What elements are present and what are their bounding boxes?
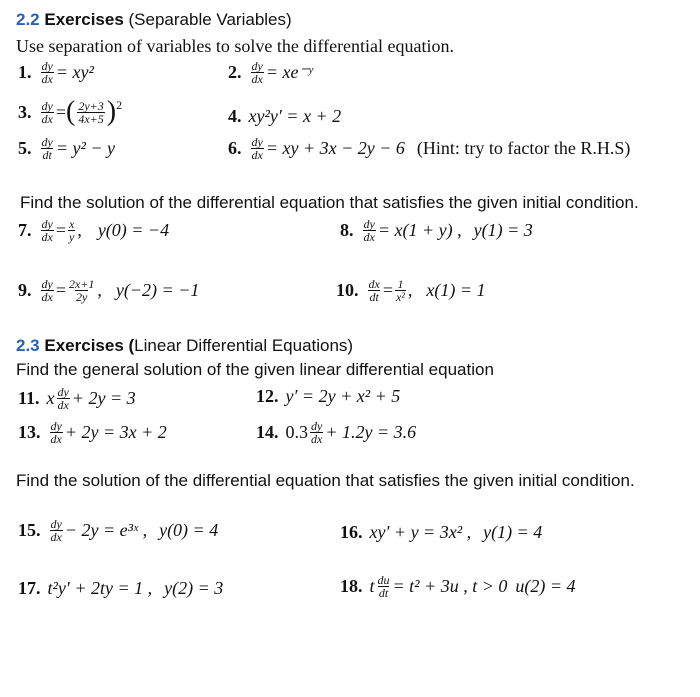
coefficient: 0.3 xyxy=(285,422,308,442)
section-title-paren: ( xyxy=(123,336,135,355)
problem-4 xyxy=(228,106,341,127)
linear-instruction: Find the general solution of the given linear differential equation xyxy=(16,360,494,379)
derivative-fraction xyxy=(41,100,54,125)
problem-number: 17. xyxy=(18,578,41,598)
separable-instruction: Use separation of variables to solve the differential equation. xyxy=(16,36,455,56)
section-number: 2.2 xyxy=(16,10,40,29)
fraction-denominator: 4x+5 xyxy=(78,111,104,126)
fraction-denominator: dx xyxy=(41,72,53,86)
problem-1 xyxy=(18,60,94,85)
equation-rhs: + 1.2y = 3.6 xyxy=(325,422,417,442)
fraction-denominator: dx xyxy=(41,230,53,244)
problem-9: 9. $\frac{dy}{dx}$ = $\frac{2x+1}{2y}$ , y(−2) = −1 xyxy=(18,277,200,304)
derivative-fraction xyxy=(377,574,391,599)
section-title-bold: Exercises xyxy=(44,336,124,355)
problem-13 xyxy=(18,420,167,445)
equation-rhs: = xe⁻ʸ xyxy=(265,62,313,82)
problem-14 xyxy=(256,420,416,445)
problem-16 xyxy=(340,522,542,543)
problem-number: 16. xyxy=(340,522,363,542)
problem-number: 9. xyxy=(18,280,32,300)
fraction-denominator: y xyxy=(68,230,75,244)
problem-11 xyxy=(18,386,136,411)
fraction-numerator: dy xyxy=(41,98,53,113)
section-2-3-heading xyxy=(16,336,353,356)
derivative-fraction xyxy=(41,136,54,161)
fraction-denominator: dx xyxy=(41,111,53,126)
problem-number: 14. xyxy=(256,422,279,442)
problem-10: 10. $\frac{dx}{dt}$ = $\frac{1}{\text{x²}}$ , x(1) = 1 xyxy=(336,277,486,304)
derivative-fraction xyxy=(363,218,376,243)
fraction-denominator: x² xyxy=(395,290,405,304)
initial-condition: y(1) = 3 xyxy=(473,220,533,240)
ivp-instruction-2-3: Find the solution of the differential equation that satisfies the given initial condition. xyxy=(16,471,635,490)
section-number: 2.3 xyxy=(16,336,40,355)
problem-number: 15. xyxy=(18,520,41,540)
fraction-numerator: du xyxy=(377,573,390,587)
fraction-denominator: dx xyxy=(57,398,69,412)
fraction-numerator: dy xyxy=(311,419,323,433)
problem-5 xyxy=(18,136,115,161)
problem-number: 5. xyxy=(18,138,32,158)
problem-6 xyxy=(228,136,630,161)
fraction-numerator: 2y+3 xyxy=(78,98,104,113)
hint-text: (Hint: try to factor the R.H.S) xyxy=(416,138,631,158)
equation: xy′ + y = 3x² , xyxy=(369,522,472,542)
exponent: 2 xyxy=(116,98,123,112)
derivative-fraction xyxy=(57,386,70,411)
derivative-fraction xyxy=(41,218,54,243)
fraction-denominator: dx xyxy=(50,530,62,544)
derivative-fraction xyxy=(368,278,381,303)
problem-number: 13. xyxy=(18,422,41,442)
fraction-numerator: dy xyxy=(57,385,69,399)
problem-7: 7. $\frac{dy}{dx}$ = $\frac{x}{y}$ , y(0) = −4 xyxy=(18,217,170,244)
fraction-numerator: dy xyxy=(251,135,263,149)
section-title-bold: Exercises xyxy=(44,10,124,29)
problem-8 xyxy=(340,218,533,243)
fraction-numerator: dy xyxy=(41,217,53,231)
initial-condition: y(2) = 3 xyxy=(164,578,224,598)
problem-number: 8. xyxy=(340,220,354,240)
fraction-denominator: dt xyxy=(42,148,52,162)
initial-condition: y(0) = 4 xyxy=(159,520,219,540)
fraction-numerator: dy xyxy=(50,517,62,531)
initial-condition: y(−2) = −1 xyxy=(115,280,200,300)
right-paren: ) xyxy=(106,96,117,127)
separator: , xyxy=(77,220,82,240)
fraction-denominator: dt xyxy=(378,586,389,600)
section-2-2-heading xyxy=(16,10,292,30)
fraction-numerator: x xyxy=(68,217,75,231)
rhs-fraction xyxy=(395,278,406,303)
equation-rhs: = y² − y xyxy=(55,138,115,158)
derivative-fraction xyxy=(310,420,323,445)
fraction-numerator: dy xyxy=(363,217,375,231)
problem-17 xyxy=(18,578,223,599)
fraction-denominator: dx xyxy=(251,148,263,162)
derivative-fraction xyxy=(50,420,63,445)
equation: y′ = 2y + x² + 5 xyxy=(285,386,401,406)
problem-3 xyxy=(18,98,122,126)
equals-sign: = xyxy=(55,101,66,122)
problem-number: 1. xyxy=(18,62,32,82)
fraction-numerator: 2x+1 xyxy=(68,277,95,291)
left-paren: ( xyxy=(65,96,76,127)
fraction-numerator: dy xyxy=(41,277,53,291)
problem-12 xyxy=(256,386,400,407)
section-title-rest: Linear Differential Equations) xyxy=(134,336,354,355)
fraction-numerator: dy xyxy=(41,59,53,73)
problem-15 xyxy=(18,518,218,543)
ivp-instruction-2-2: Find the solution of the differential equation that satisfies the given initial condition. xyxy=(20,193,639,212)
initial-condition: y(0) = −4 xyxy=(97,220,170,240)
separator: , xyxy=(97,280,102,300)
equation-rhs: = xy² xyxy=(55,62,94,82)
initial-condition: u(2) = 4 xyxy=(515,576,576,596)
rhs-fraction xyxy=(68,278,95,303)
fraction-numerator: dy xyxy=(251,59,263,73)
problem-number: 11. xyxy=(18,388,40,408)
problem-number: 2. xyxy=(228,62,242,82)
fraction-denominator: dx xyxy=(363,230,375,244)
fraction-numerator: 1 xyxy=(397,277,404,291)
derivative-fraction xyxy=(251,136,264,161)
coefficient-t: t xyxy=(369,576,375,596)
problem-number: 12. xyxy=(256,386,279,406)
equation-rhs: = t² + 3u , t > 0 xyxy=(392,576,508,596)
derivative-fraction xyxy=(50,518,63,543)
section-title-rest: (Separable Variables) xyxy=(123,10,292,29)
fraction-denominator: 2y xyxy=(76,290,88,304)
problem-number: 10. xyxy=(336,280,359,300)
equation: xy²y′ = x + 2 xyxy=(248,106,342,126)
fraction-denominator: dx xyxy=(50,432,62,446)
fraction-numerator: dy xyxy=(50,419,62,433)
fraction-numerator: dx xyxy=(368,277,380,291)
fraction-denominator: dx xyxy=(251,72,263,86)
initial-condition: y(1) = 4 xyxy=(483,522,543,542)
problem-number: 7. xyxy=(18,220,32,240)
derivative-fraction xyxy=(41,60,54,85)
fraction-denominator: dx xyxy=(41,290,53,304)
equation-rhs: − 2y = e³ˣ , xyxy=(64,520,148,540)
rhs-fraction xyxy=(68,218,75,243)
problem-2 xyxy=(228,60,313,85)
derivative-fraction xyxy=(41,278,54,303)
fraction-numerator: dy xyxy=(41,135,53,149)
problem-number: 6. xyxy=(228,138,242,158)
equation-rhs: = xy + 3x − 2y − 6 xyxy=(265,138,405,158)
fraction-denominator: dx xyxy=(311,432,323,446)
separator: , xyxy=(407,280,413,300)
derivative-fraction xyxy=(251,60,264,85)
problem-number: 4. xyxy=(228,106,242,126)
coefficient-x: x xyxy=(46,388,55,408)
rhs-fraction xyxy=(77,100,104,125)
initial-condition: x(1) = 1 xyxy=(426,280,486,300)
fraction-denominator: dt xyxy=(369,290,379,304)
problem-number: 3. xyxy=(18,101,32,122)
problem-18 xyxy=(340,574,576,599)
problem-number: 18. xyxy=(340,576,363,596)
equation-rhs: + 2y = 3x + 2 xyxy=(64,422,167,442)
equation-rhs: + 2y = 3 xyxy=(71,388,136,408)
equation-rhs: = x(1 + y) , xyxy=(377,220,462,240)
equation: t²y′ + 2ty = 1 , xyxy=(47,578,153,598)
